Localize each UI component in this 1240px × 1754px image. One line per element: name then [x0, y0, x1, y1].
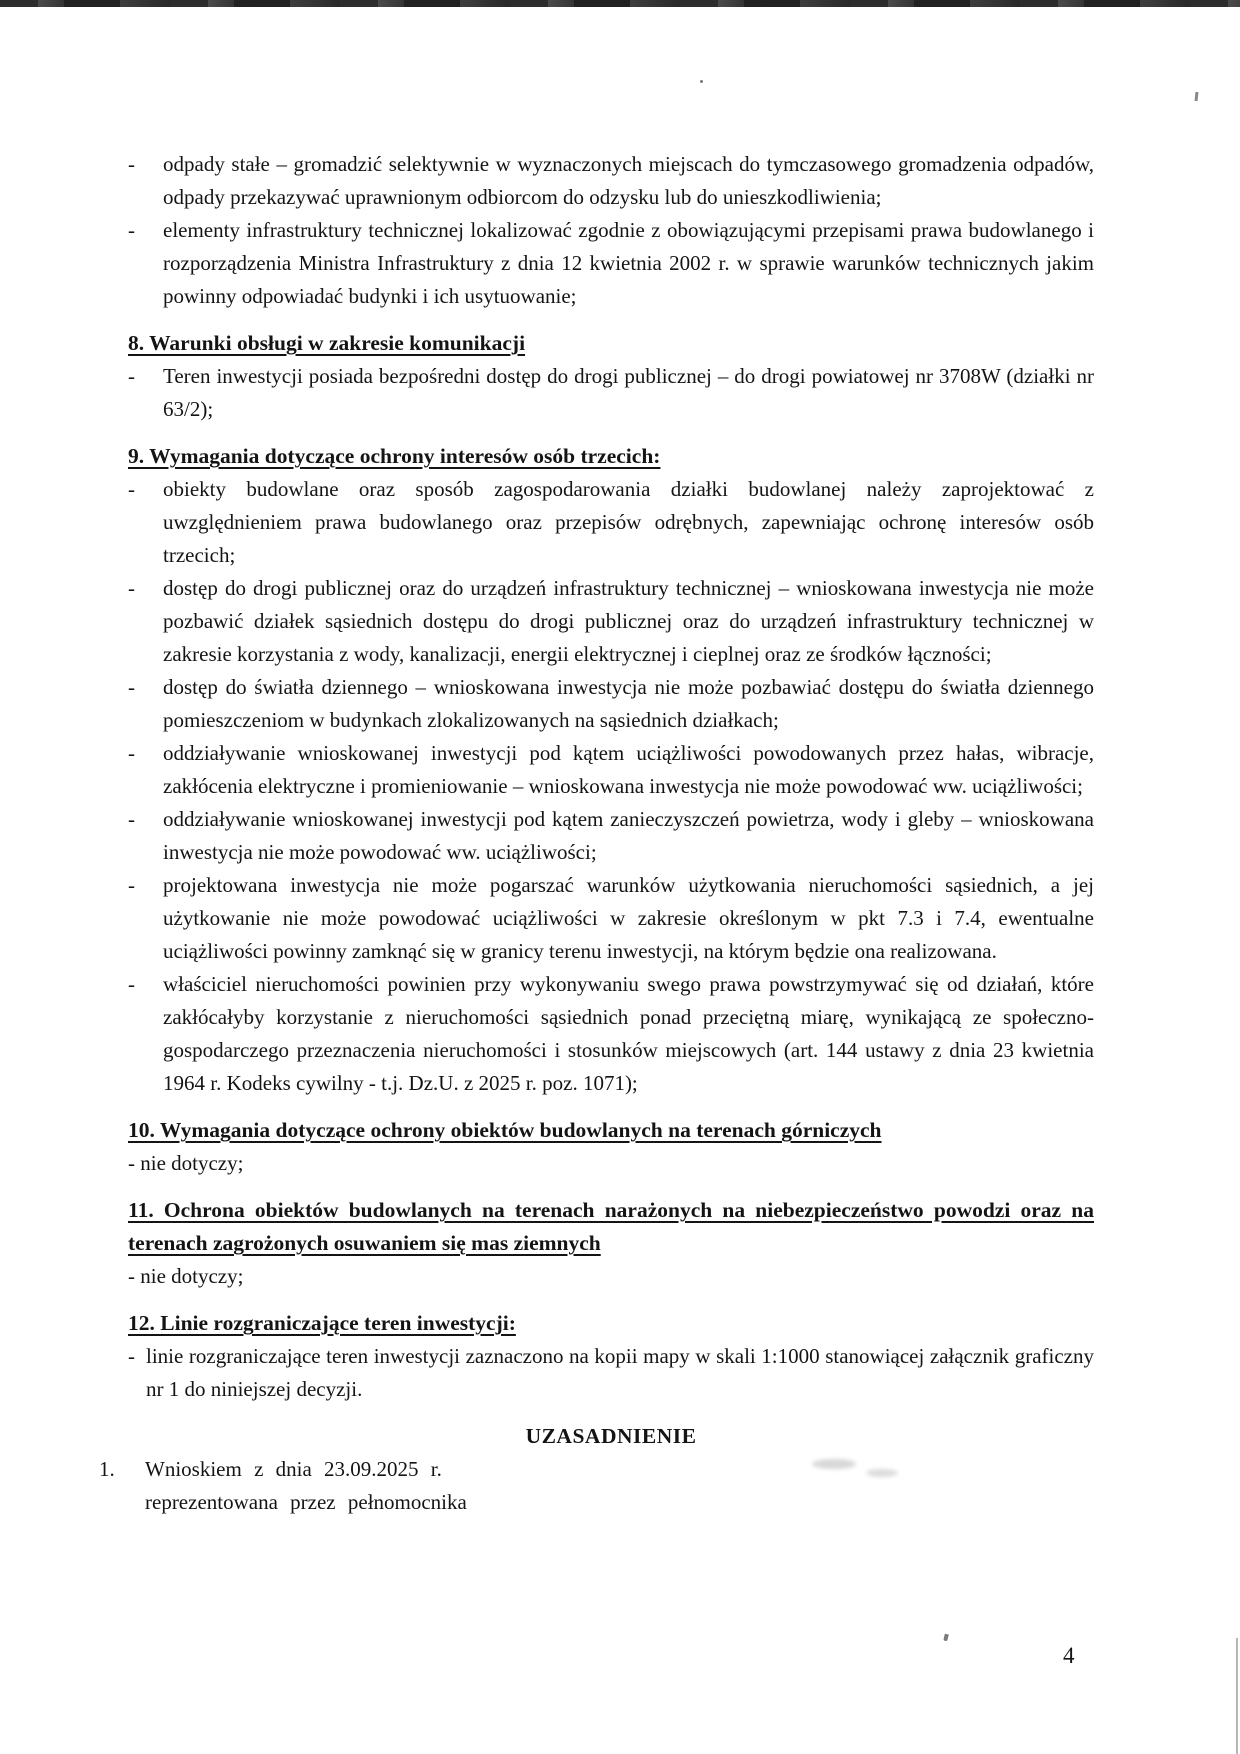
- list-item: [128, 671, 1094, 737]
- bullet-dash: -: [128, 218, 135, 242]
- scan-artifact-speck: [1195, 92, 1199, 101]
- list-item: [128, 360, 1094, 426]
- not-applicable-note: - nie dotyczy;: [128, 1264, 244, 1288]
- not-applicable-note: - nie dotyczy;: [128, 1151, 244, 1175]
- paragraph-text: dostęp do światła dziennego – wnioskowana inwestycja nie może pozbawiać dostępu do światła dziennego pomieszczeniom w budynkach zlokalizowanych na sąsiednich działkach;: [163, 675, 1094, 732]
- document-content: [99, 148, 1094, 1519]
- item-line: reprezentowana przez pełnomocnika: [145, 1490, 467, 1514]
- section-10-heading: 10. Wymagania dotyczące ochrony obiektów budowlanych na terenach górniczych: [128, 1118, 882, 1142]
- list-item: [128, 968, 1094, 1100]
- bullet-dash: -: [128, 364, 135, 388]
- scan-artifact-speck: [943, 1634, 949, 1642]
- paragraph-text: odpady stałe – gromadzić selektywnie w wyznaczonych miejscach do tymczasowego gromadzenia odpadów, odpady przekazywać uprawnionym odbiorcom do odzysku lub do unieszkodliwienia;: [163, 152, 1094, 209]
- paragraph-text: projektowana inwestycja nie może pogarszać warunków użytkowania nieruchomości sąsiednich, a jej użytkowanie nie może powodować uciążliwości w zakresie określonym w pkt 7.3 i 7.4, ewentualne uciążliwości powinny zamknąć się w granicy terenu inwestycji, na którym będzie ona realizowana.: [163, 873, 1094, 963]
- paragraph-text: elementy infrastruktury technicznej lokalizować zgodnie z obowiązującymi przepisami prawa budowlanego i rozporządzenia Ministra Infrastruktury z dnia 12 kwietnia 2002 r. w sprawie warunków technicznych jakim powinny odpowiadać budynki i ich usytuowanie;: [163, 218, 1094, 308]
- bullet-dash: -: [128, 1344, 135, 1368]
- item-number: 1.: [99, 1457, 115, 1481]
- paragraph-text: obiekty budowlane oraz sposób zagospodarowania działki budowlanej należy zaprojektować z uwzględnieniem prawa budowlanego oraz przepisów odrębnych, zapewniając ochronę interesów osób trzecich;: [163, 477, 1094, 567]
- paragraph-text: oddziaływanie wnioskowanej inwestycji pod kątem uciążliwości powodowanych przez hałas, wibracje, zakłócenia elektryczne i promieniowanie – wnioskowana inwestycja nie może powodować ww. uciążliwości;: [163, 741, 1094, 798]
- item-line: Wnioskiem z dnia 23.09.2025 r.: [145, 1457, 442, 1481]
- section-8-heading: 8. Warunki obsługi w zakresie komunikacji: [128, 331, 526, 355]
- bullet-dash: -: [128, 873, 135, 897]
- paragraph-text: Teren inwestycji posiada bezpośredni dostęp do drogi publicznej – do drogi powiatowej nr 3708W (działki nr 63/2);: [163, 364, 1094, 421]
- list-item: [128, 737, 1094, 803]
- section-9-heading: 9. Wymagania dotyczące ochrony interesów osób trzecich:: [128, 444, 661, 468]
- list-item: [128, 803, 1094, 869]
- justification-heading: UZASADNIENIE: [525, 1424, 697, 1448]
- paragraph-text: oddziaływanie wnioskowanej inwestycji pod kątem zanieczyszczeń powietrza, wody i gleby – wnioskowana inwestycja nie może powodować ww. uciążliwości;: [163, 807, 1094, 864]
- list-item: [128, 214, 1094, 313]
- section-11-heading: 11. Ochrona obiektów budowlanych na terenach narażonych na niebezpieczeństwo powodzi oraz na terenach zagrożonych osuwaniem się mas ziemnych: [128, 1198, 1094, 1255]
- bullet-dash: -: [128, 675, 135, 699]
- scan-artifact-top-edge: [0, 0, 1240, 7]
- list-item: [128, 473, 1094, 572]
- section-12-heading: 12. Linie rozgraniczające teren inwestycji:: [128, 1311, 516, 1335]
- bullet-dash: -: [128, 477, 135, 501]
- bullet-dash: -: [128, 972, 135, 996]
- numbered-item-1: [99, 1453, 1094, 1519]
- paragraph-text: linie rozgraniczające teren inwestycji zaznaczono na kopii mapy w skali 1:1000 stanowiącej załącznik graficzny nr 1 do niniejszej decyzji.: [146, 1344, 1094, 1401]
- list-item: [128, 869, 1094, 968]
- bullet-dash: -: [128, 741, 135, 765]
- scan-artifact-speck: [700, 80, 703, 83]
- list-item: [128, 1340, 1094, 1406]
- list-item: [128, 572, 1094, 671]
- bullet-dash: -: [128, 807, 135, 831]
- page-number: 4: [1063, 1643, 1075, 1668]
- scan-artifact-right-edge: [1236, 1638, 1238, 1754]
- item-body: [145, 1453, 1094, 1519]
- paragraph-text: właściciel nieruchomości powinien przy wykonywaniu swego prawa powstrzymywać się od działań, które zakłócałyby korzystanie z nieruchomości sąsiednich ponad przeciętną miarę, wynikającą ze społeczno-gospodarczego przeznaczenia nieruchomości i stosunków miejscowych (art. 144 ustawy z dnia 23 kwietnia 1964 r. Kodeks cywilny - t.j. Dz.U. z 2025 r. poz. 1071);: [163, 972, 1094, 1095]
- bullet-dash: -: [128, 576, 135, 600]
- paragraph-text: dostęp do drogi publicznej oraz do urządzeń infrastruktury technicznej – wnioskowana inwestycja nie może pozbawić działek sąsiednich dostępu do drogi publicznej oraz do urządzeń infrastruktury technicznej w zakresie korzystania z wody, kanalizacji, energii elektrycznej i cieplnej oraz ze środków łączności;: [163, 576, 1094, 666]
- list-item: [128, 148, 1094, 214]
- bullet-dash: -: [128, 152, 135, 176]
